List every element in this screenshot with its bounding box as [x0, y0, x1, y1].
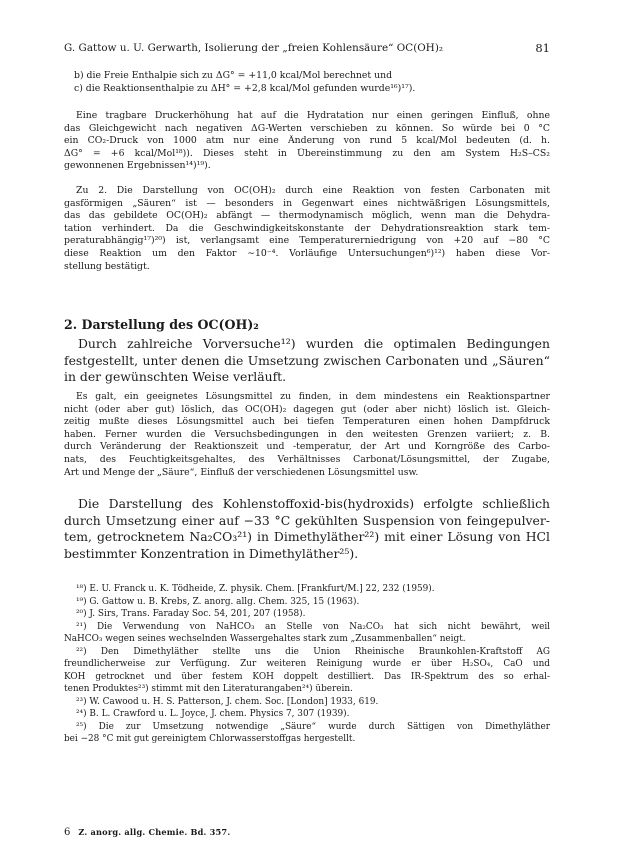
- running-header: [64, 42, 550, 58]
- footnote-continuation: NaHCO₃ wegen seines wechselnden Wassergehaltes stark zum „Zusammenballen“ neigt.: [64, 634, 466, 644]
- text-line: bestimmter Konzentration in Dimethyläther²⁵).: [64, 545, 359, 561]
- text-line: durch Umsetzung einer auf −33 °C gekühlten Suspension von feingepulver-: [64, 512, 550, 528]
- text-line: festgestellt, unter denen die Umsetzung zwischen Carbonaten und „Säuren“: [64, 352, 550, 368]
- text-line: Eine tragbare Druckerhöhung hat auf die Hydratation nur einen geringen Einfluß, ohne: [76, 110, 550, 121]
- footnote: ¹⁹) G. Gattow u. B. Krebs, Z. anorg. allg. Chem. 325, 15 (1963).: [76, 596, 360, 607]
- text-line: ΔG° = +6 kcal/Mol¹⁸)). Dieses steht in Übereinstimmung zu den am System H₂S–CS₂: [64, 147, 550, 159]
- text-line: diese Reaktion um den Faktor ∼10⁻⁴. Vorläufige Untersuchungen⁶)¹²) haben diese Vor-: [64, 247, 550, 259]
- text-line: gasförmigen „Säuren“ ist — besonders in Gegenwart eines nichtwäßrigen Lösungsmittels,: [64, 197, 550, 209]
- list-item: b) die Freie Enthalpie sich zu ΔG° = +11,0 kcal/Mol berechnet und: [74, 70, 393, 81]
- footnotes: [64, 583, 550, 746]
- text-line: nats, des Feuchtigkeitsgehaltes, des Verhältnisses Carbonat/Lösungsmittel, der Zugabe,: [64, 453, 550, 465]
- footnote-continuation: KOH getrocknet und über festem KOH doppelt destilliert. Das IR-Spektrum des so erhal-: [64, 671, 550, 682]
- section-heading: 2. Darstellung des OC(OH)₂: [64, 317, 259, 332]
- text-line: Durch zahlreiche Vorversuche¹²) wurden die optimalen Bedingungen: [78, 336, 550, 351]
- text-line: tation verhindert. Da die Geschwindigkeitskonstante der Dehydrationsreaktion stark tem-: [64, 222, 550, 234]
- paragraph-pressure: [64, 110, 550, 173]
- text-line: Es galt, ein geeignetes Lösungsmittel zu finden, in dem mindestens ein Reaktionspartner: [76, 391, 550, 402]
- footnote-continuation: bei −28 °C mit gut gereinigtem Chlorwasserstoffgas hergestellt.: [64, 734, 356, 744]
- text-line: durch Veränderung der Reaktionszeit und -temperatur, der Art und Korngröße des Carbo-: [64, 441, 550, 453]
- paragraph-loesungsmittel: [64, 391, 550, 479]
- text-line: stellung bestätigt.: [64, 260, 150, 272]
- footnote: ²²) Den Dimethyläther stellte uns die Union Rheinische Braunkohlen-Kraftstoff AG: [76, 646, 550, 657]
- footnote: ²¹) Die Verwendung von NaHCO₃ an Stelle von Na₂CO₃ hat sich nicht bewährt, weil: [76, 621, 550, 632]
- text-line: peraturabhängig¹⁷)²⁰) ist, verlangsamt eine Temperaturerniedrigung von +20 auf −80 °C: [64, 235, 550, 247]
- footnote: ²⁵) Die zur Umsetzung notwendige „Säure“ wurde durch Sättigen von Dimethyläther: [76, 721, 550, 732]
- footnote: ²⁰) J. Sirs, Trans. Faraday Soc. 54, 201, 207 (1958).: [76, 609, 306, 619]
- text-line: nicht (oder aber gut) löslich, das OC(OH)₂ dagegen gut (oder aber nicht) löslich ist. Gleich-: [64, 403, 550, 415]
- list-item: c) die Reaktionsenthalpie zu ΔH° = +2,8 kcal/Mol gefunden wurde¹⁶)¹⁷).: [74, 82, 416, 94]
- footnote-continuation: freundlicherweise zur Verfügung. Zur weiteren Reinigung wurde er über H₂SO₄, CaO und: [64, 659, 550, 669]
- text-line: Die Darstellung des Kohlenstoffoxid-bis(hydroxids) erfolgte schließlich: [78, 496, 550, 511]
- footnote: ²³) W. Cawood u. H. S. Patterson, J. chem. Soc. [London] 1933, 619.: [76, 696, 379, 707]
- journal-reference: Z. anorg. allg. Chemie. Bd. 357.: [78, 827, 231, 837]
- text-line: haben. Ferner wurden die Versuchsbedingungen in den weitesten Grenzen variiert; z. B.: [64, 428, 550, 440]
- signature-mark: 6: [64, 827, 71, 838]
- text-line: gewonnenen Ergebnissen¹⁴)¹⁹).: [64, 160, 211, 172]
- result-list: [74, 70, 550, 95]
- text-line: in der gewünschten Weise verläuft.: [64, 369, 287, 385]
- text-line: ein CO₂-Druck von 1000 atm nur eine Änderung von rund 5 kcal/Mol bedeuten (d. h.: [64, 135, 550, 147]
- text-line: das Gleichgewicht nach negativen ΔG-Werten verschieben zu können. So würde bei 0 °C: [64, 122, 550, 134]
- footnote: ¹⁸) E. U. Franck u. K. Tödheide, Z. physik. Chem. [Frankfurt/M.] 22, 232 (1959).: [76, 584, 435, 594]
- footnote-continuation: tenen Produktes²³) stimmt mit den Literaturangaben²⁴) überein.: [64, 684, 353, 694]
- paragraph-vorversuche: [64, 336, 550, 386]
- paragraph-zu-2: [64, 185, 550, 273]
- page-number: 81: [535, 41, 550, 55]
- text-line: zeitig mußte dieses Lösungsmittel auch bei tiefen Temperaturen einen hohen Dampfdruck: [64, 416, 550, 428]
- text-line: Zu 2. Die Darstellung von OC(OH)₂ durch eine Reaktion von festen Carbonaten mit: [76, 185, 550, 196]
- text-line: Art und Menge der „Säure“, Einfluß der verschiedenen Lösungsmittel usw.: [64, 466, 419, 478]
- page-footer: [64, 827, 230, 838]
- text-line: das das gebildete OC(OH)₂ abfängt — thermodynamisch möglich, wenn man die Dehydra-: [64, 210, 550, 222]
- running-header-title: G. Gattow u. U. Gerwarth, Isolierung der „freien Kohlensäure“ OC(OH)₂: [64, 42, 444, 54]
- footnote: ²⁴) B. L. Crawford u. L. Joyce, J. chem. Physics 7, 307 (1939).: [76, 709, 350, 719]
- paragraph-darstellung: [64, 496, 550, 562]
- text-line: tem, getrocknetem Na₂CO₃²¹) in Dimethyläther²²) mit einer Lösung von HCl: [64, 529, 550, 545]
